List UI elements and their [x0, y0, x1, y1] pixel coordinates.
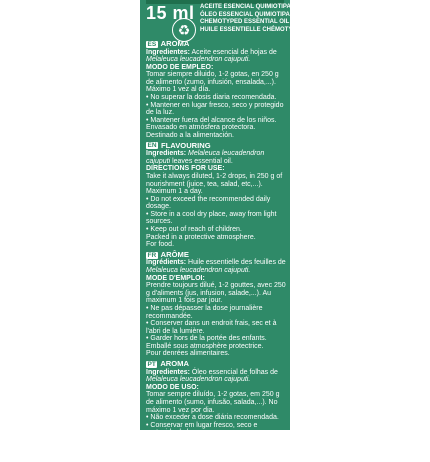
- mode-label: MODE D'EMPLOI:: [146, 274, 205, 282]
- product-name-en: CHEMOTYPED ESSENTIAL OIL: [200, 19, 290, 25]
- product-name-es: ACEITE ESENCIAL QUIMIOTIPADO: [200, 4, 300, 10]
- language-badge: EN: [147, 142, 157, 150]
- destination-text: Pour denrées alimentaires.: [146, 350, 230, 358]
- recycle-icon: ♻: [172, 18, 196, 42]
- section-heading: [146, 360, 286, 369]
- mode-text: Tomar sempre diluído, 1-2 gotas, em 250 g de alimento (sumo, infusão, salada,...). No máximo 1 vez por dia.: [146, 391, 280, 414]
- section-title: FLAVOURING: [161, 140, 211, 150]
- packed-text: Embalado em atmosfera protetora.: [146, 444, 255, 452]
- language-badge: PT: [147, 360, 156, 368]
- section-title: AROMA: [160, 39, 190, 48]
- packed-text: Envasado en atmósfera protectora.: [146, 124, 256, 132]
- product-name-pt: ÓLEO ESSENCIAL QUIMIOTIPADO: [200, 11, 299, 18]
- bullet-item: • No superar la dosis diaria recomendada.: [146, 94, 277, 102]
- label-content: [146, 40, 286, 462]
- bullet-item: • Não exceder a dose diária recomendada.: [146, 414, 279, 422]
- section-pt: [146, 360, 286, 460]
- mode-label: MODO DE USO:: [146, 383, 199, 391]
- destination-text: Para alimentos: [146, 452, 193, 460]
- section-heading: [146, 251, 286, 260]
- bullet-item: • Mantener fuera del alcance de los niños.: [146, 116, 277, 124]
- bullet-item: • Keep out of reach of children.: [146, 226, 242, 234]
- ingredients: Ingredients: Melaleuca leucadendron cajuputi leaves essential oil.: [146, 150, 265, 165]
- ingredients: Ingrédients: Huile essentielle des feuilles de Melaleuca leucadendron cajuputi.: [146, 259, 286, 274]
- bullet-item: • Conservar em lugar fresco, seco e protegido da luz.: [146, 421, 258, 437]
- volume-text: 15 ml: [146, 3, 195, 23]
- mode-text: Tomar siempre diluido, 1-2 gotas, en 250 g de alimento (zumo, infusión, ensalada,...). Máximo 1 vez al día.: [146, 71, 279, 94]
- bullet-item: • Ne pas dépasser la dose journalière recommandée.: [146, 304, 263, 320]
- section-es: [146, 40, 286, 140]
- section-title: AROMA: [160, 359, 189, 369]
- language-badge: ES: [147, 40, 157, 48]
- mode-label: MODO DE EMPLEO:: [146, 63, 214, 71]
- ingredients: Ingredientes: Óleo essencial de folhas de Melaleuca leucadendron cajuputi.: [146, 368, 278, 384]
- section-en: [146, 142, 286, 249]
- section-heading: [146, 40, 286, 49]
- packed-text: Emballé sous atmosphère protectrice.: [146, 342, 264, 350]
- product-label: [140, 0, 305, 460]
- mode-text: Prendre toujours dilué, 1-2 gouttes, avec 250 g d'aliments (jus, infusion, salade,...). Au maximum 1 fois par jour.: [146, 282, 286, 305]
- packed-text: Packed in a protective atmosphere.: [146, 233, 256, 241]
- mode-text: Take it always diluted, 1-2 drops, in 250 g of nourishment (juice, tea, salad, etc,...). Maximum 1 a day.: [146, 172, 283, 196]
- section-heading: [146, 142, 286, 151]
- destination-text: For food.: [146, 241, 175, 249]
- ingredients: Ingredientes: Aceite esencial de hojas de Melaleuca leucadendron cajuputi.: [146, 48, 277, 64]
- bullet-item: • Conserver dans un endroit frais, sec et à l'abri de la lumière.: [146, 320, 277, 335]
- bullet-item-bold: • Manter fora do alcance das crianças.: [146, 436, 273, 444]
- bullet-item: • Do not exceed the recommended daily dosage.: [146, 195, 271, 211]
- mode-label: DIRECTIONS FOR USE:: [146, 165, 225, 173]
- product-names: [200, 4, 305, 34]
- section-fr: [146, 251, 286, 358]
- bullet-item: • Store in a cool dry place, away from light sources.: [146, 210, 277, 226]
- product-name-fr: HUILE ESSENTIELLE CHÉMOTYPÉE: [200, 26, 305, 33]
- section-title: ARÔME: [160, 249, 189, 259]
- bullet-item: • Garder hors de la portée des enfants.: [146, 335, 267, 343]
- bullet-item: • Mantener en lugar fresco, seco y protegido de la luz.: [146, 101, 284, 117]
- language-badge: FR: [147, 251, 157, 259]
- destination-text: Destinado a la alimentación.: [146, 132, 234, 140]
